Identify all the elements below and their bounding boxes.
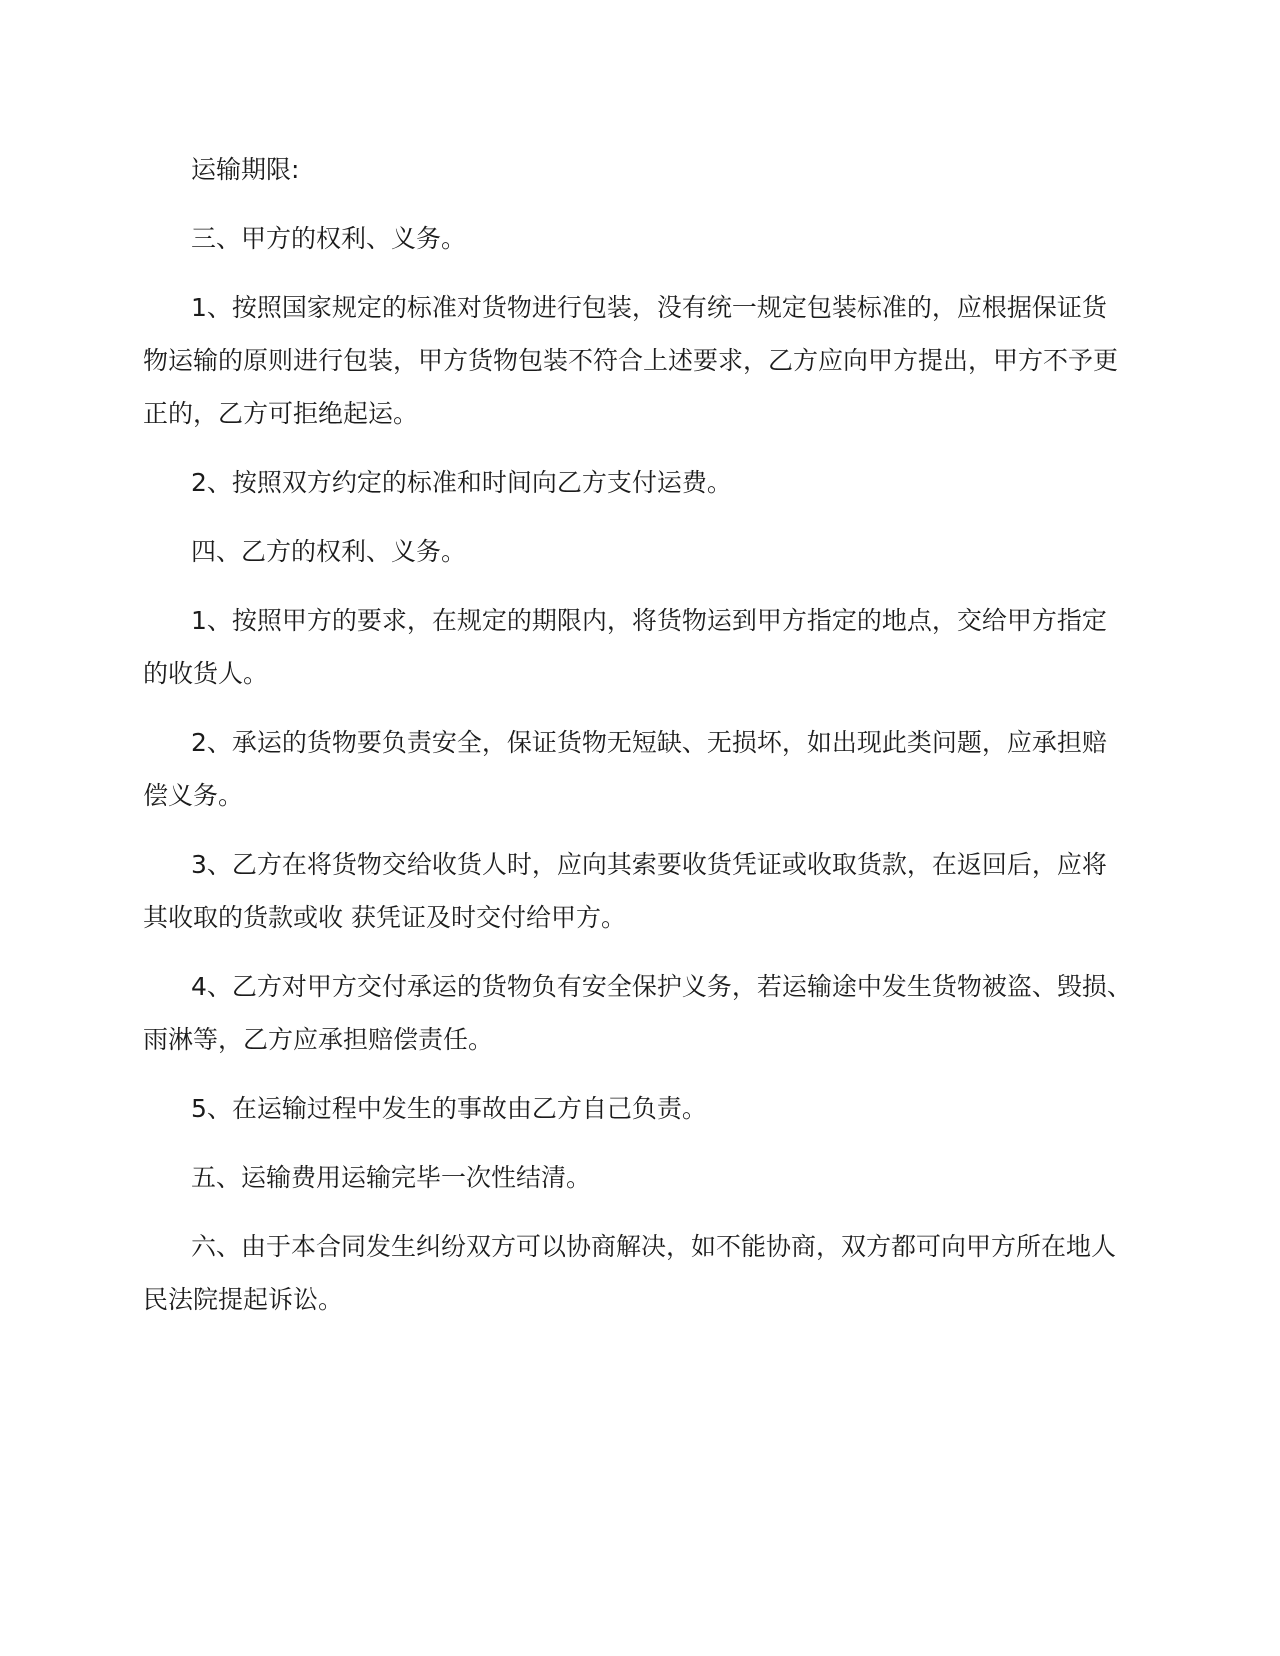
clause-item-party-b-5	[143, 1082, 1280, 1135]
text-line: 其收取的货款或收 获凭证及时交付给甲方。	[143, 903, 626, 932]
text-line: 三、甲方的权利、义务。	[191, 224, 467, 253]
text-line: 六、由于本合同发生纠纷双方可以协商解决，如不能协商，双方都可向甲方所在地人	[191, 1232, 1117, 1261]
clause-item-party-a-2	[143, 456, 1280, 509]
clause-item-party-b-4	[143, 960, 1280, 1066]
text-line: 3、乙方在将货物交给收货人时，应向其索要收货凭证或收取货款，在返回后，应将	[191, 850, 1107, 879]
text-line: 四、乙方的权利、义务。	[191, 537, 467, 566]
clause-heading-party-a-rights	[143, 212, 1280, 265]
text-line: 五、运输费用运输完毕一次性结清。	[191, 1163, 592, 1192]
clause-dispute-resolution	[143, 1220, 1280, 1326]
text-line: 1、按照国家规定的标准对货物进行包装，没有统一规定包装标准的，应根据保证货	[191, 293, 1107, 322]
text-line: 物运输的原则进行包装，甲方货物包装不符合上述要求，乙方应向甲方提出，甲方不予更	[143, 346, 1119, 375]
clause-payment-settlement	[143, 1151, 1280, 1204]
text-line: 1、按照甲方的要求，在规定的期限内，将货物运到甲方指定的地点，交给甲方指定	[191, 606, 1107, 635]
clause-item-party-a-1	[143, 281, 1280, 440]
text-line: 偿义务。	[143, 781, 244, 810]
text-line: 2、承运的货物要负责安全，保证货物无短缺、无损坏，如出现此类问题，应承担赔	[191, 728, 1107, 757]
clause-heading-party-b-rights	[143, 525, 1280, 578]
text-line: 民法院提起诉讼。	[143, 1285, 344, 1314]
text-line: 正的，乙方可拒绝起运。	[143, 399, 419, 428]
text-line: 4、乙方对甲方交付承运的货物负有安全保护义务，若运输途中发生货物被盗、毁损、	[191, 972, 1132, 1001]
text-line: 的收货人。	[143, 659, 269, 688]
text-line: 雨淋等，乙方应承担赔偿责任。	[143, 1025, 494, 1054]
clause-item-party-b-1	[143, 594, 1280, 700]
text-line: 2、按照双方约定的标准和时间向乙方支付运费。	[191, 468, 732, 497]
clause-item-party-b-2	[143, 716, 1280, 822]
clause-item-party-b-3	[143, 838, 1280, 944]
clause-label-transport-period	[143, 143, 1280, 196]
text-line: 运输期限:	[191, 155, 300, 184]
text-line: 5、在运输过程中发生的事故由乙方自己负责。	[191, 1094, 707, 1123]
